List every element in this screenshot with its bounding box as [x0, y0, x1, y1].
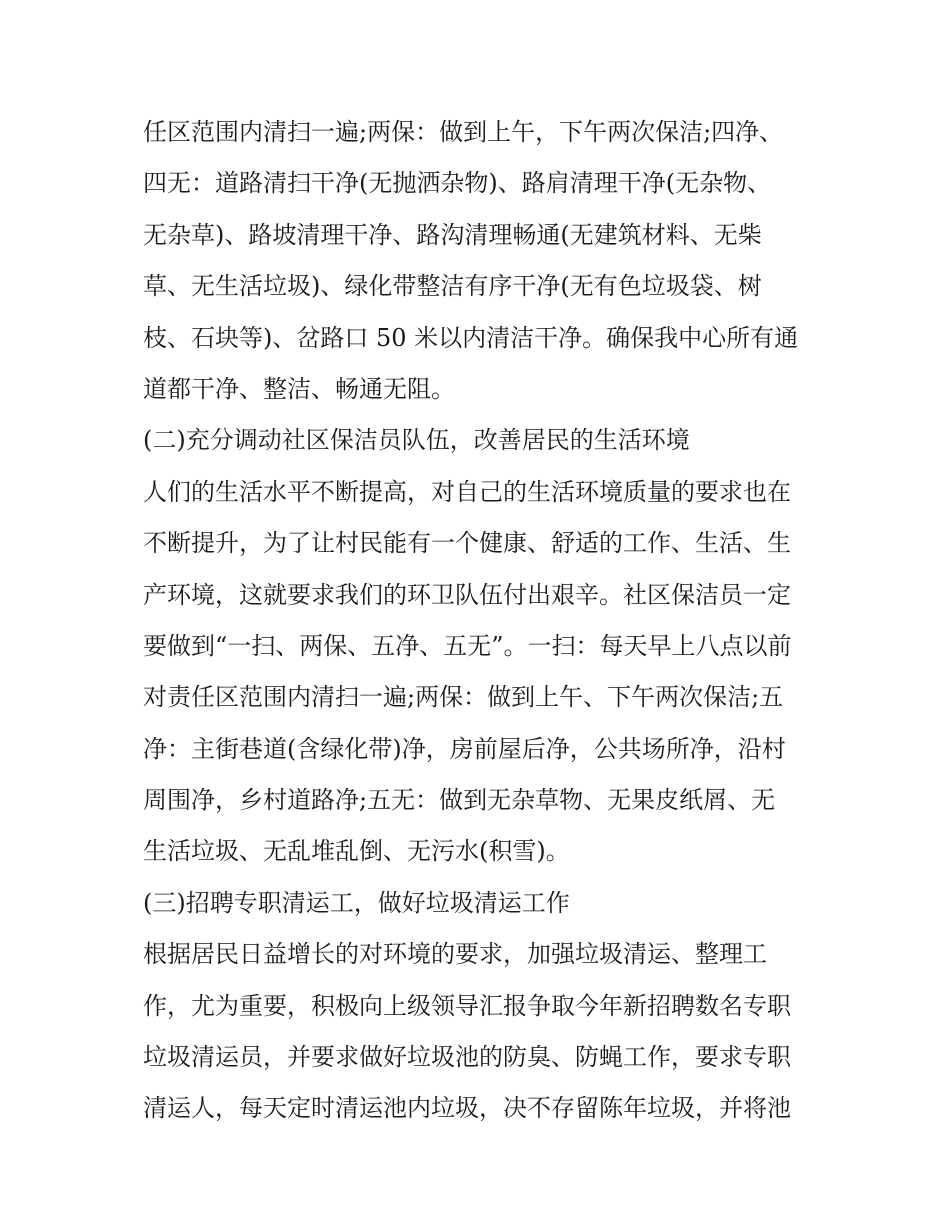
text-line: 要做到“一扫、两保、五净、五无”。一扫：每天早上八点以前 — [143, 631, 792, 660]
text-line: 无杂草)、路坡清理干净、路沟清理畅通(无建筑材料、无柴 — [143, 220, 762, 249]
text-line: 根据居民日益增长的对环境的要求，加强垃圾清运、整理工 — [143, 940, 767, 969]
text-line: 草、无生活垃圾)、绿化带整洁有序干净(无有色垃圾袋、树 — [143, 272, 762, 301]
text-line: 对责任区范围内清扫一遍;两保：做到上午、下午两次保洁;五 — [143, 683, 784, 712]
text-line: 四无：道路清扫干净(无抛洒杂物)、路肩清理干净(无杂物、 — [143, 169, 772, 198]
text-line: 道都干净、整洁、畅通无阻。 — [143, 374, 455, 403]
text-line: 任区范围内清扫一遍;两保：做到上午，下午两次保洁;四净、 — [143, 118, 784, 146]
text-line: 不断提升，为了让村民能有一个健康、舒适的工作、生活、生 — [143, 529, 791, 558]
text-line: 作，尤为重要，积极向上级领导汇报争取今年新招聘数名专职 — [143, 991, 791, 1020]
text-line: 清运人，每天定时清运池内垃圾，决不存留陈年垃圾，并将池 — [143, 1094, 791, 1123]
text-line: 垃圾清运员，并要求做好垃圾池的防臭、防蝇工作，要求专职 — [143, 1043, 791, 1072]
text-line: 产环境，这就要求我们的环卫队伍付出艰辛。社区保洁员一定 — [143, 580, 791, 609]
text-line: 生活垃圾、无乱堆乱倒、无污水(积雪)。 — [143, 837, 570, 866]
text-line: 净：主街巷道(含绿化带)净，房前屋后净，公共场所净，沿村 — [143, 734, 786, 763]
section-heading: (三)招聘专职清运工，做好垃圾清运工作 — [143, 888, 570, 917]
body-text — [143, 107, 823, 1135]
text-line: 人们的生活水平不断提高，对自己的生活环境质量的要求也在 — [143, 477, 791, 506]
section-heading: (二)充分调动社区保洁员队伍，改善居民的生活环境 — [143, 426, 690, 455]
text-line: 枝、石块等)、岔路口 50 米以内清洁干净。确保我中心所有通 — [143, 323, 799, 352]
text-line: 周围净，乡村道路净;五无：做到无杂草物、无果皮纸屑、无 — [143, 786, 776, 815]
